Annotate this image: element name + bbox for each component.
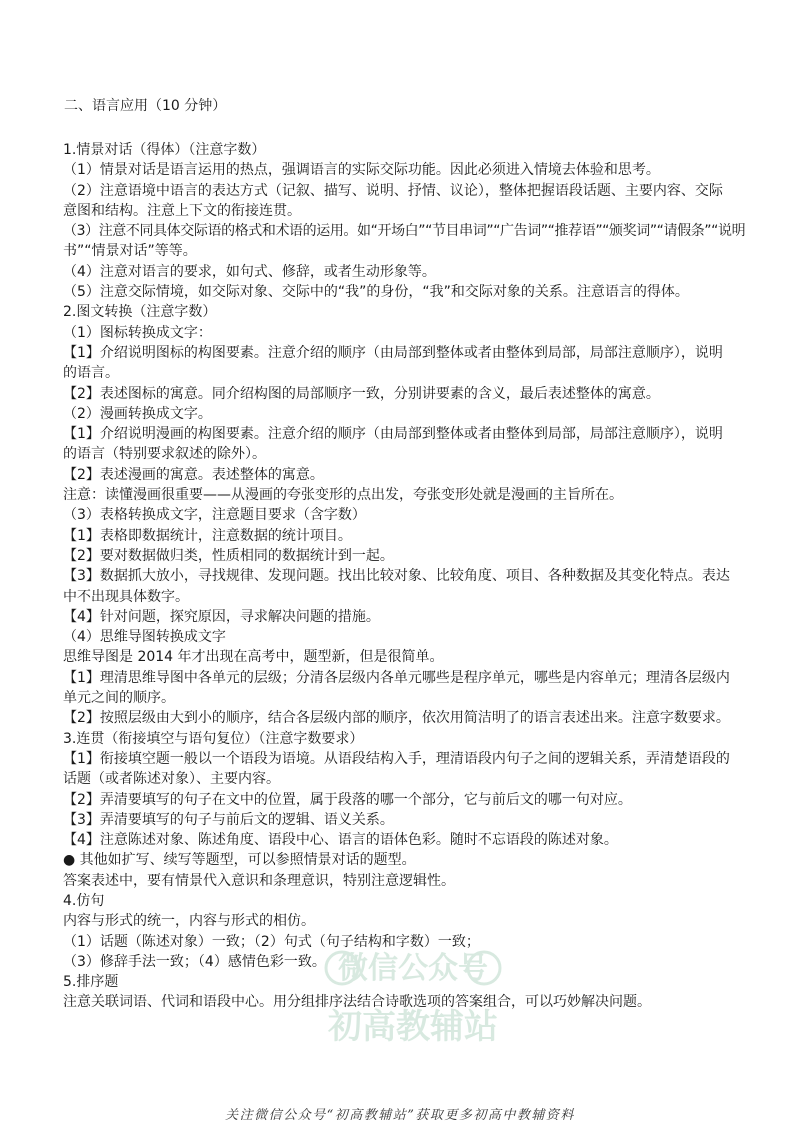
text-line: 【1】介绍说明图标的构图要素。注意介绍的顺序（由局部到整体或者由整体到局部，局部注意顺序），说明: [63, 344, 723, 361]
text-line: （3）表格转换成文字，注意题目要求（含字数）: [63, 507, 366, 524]
text-line: 内容与形式的统一，内容与形式的相仿。: [63, 913, 315, 930]
text-line: 【4】针对问题，探究原因，寻求解决问题的措施。: [63, 608, 380, 625]
text-line: 4.仿句: [63, 892, 105, 909]
page-footer: 关注微信公众号“初高教辅站”获取更多初高中教辅资料: [225, 1108, 575, 1123]
text-line: 注意关联词语、代词和语段中心。用分组排序法结合诗歌选项的答案组合，可以巧妙解决问题。: [63, 994, 651, 1011]
text-line: 答案表述中，要有情景代入意识和条理意识，特别注意逻辑性。: [63, 872, 455, 889]
text-line: 【2】按照层级由大到小的顺序，结合各层级内部的顺序，依次用简洁明了的语言表述出来。注意字数要求。: [63, 710, 730, 727]
text-line: 的语言。: [63, 365, 119, 382]
text-line: 【2】要对数据做归类，性质相同的数据统计到一起。: [63, 547, 394, 564]
text-line: （5）注意交际情境，如交际对象、交际中的“我”的身份，“我”和交际对象的关系。注意语言的得体。: [63, 284, 689, 301]
text-line: 【4】注意陈述对象、陈述角度、语段中心、语言的语体色彩。随时不忘语段的陈述对象。: [63, 832, 618, 849]
text-line: （1）话题（陈述对象）一致；（2）句式（句子结构和字数）一致；: [63, 933, 480, 950]
text-line: （1）情景对话是语言运用的热点，强调语言的实际交际功能。因此必须进入情境去体验和思考。: [63, 162, 660, 179]
text-line: 思维导图是 2014 年才出现在高考中，题型新，但是很简单。: [63, 649, 444, 666]
text-line: 2.图文转换（注意字数）: [63, 304, 217, 321]
text-line: 【3】弄清要填写的句子与前后文的逻辑、语义关系。: [63, 811, 394, 828]
text-line: 书”“情景对话”等等。: [63, 243, 197, 260]
text-line: 中不出现具体数字。: [63, 588, 189, 605]
text-line: 【3】数据抓大放小，寻找规律、发现问题。找出比较对象、比较角度、项目、各种数据及其变化特点。表达: [63, 568, 730, 585]
text-line: 5.排序题: [63, 974, 119, 991]
text-line: （3）修辞手法一致；（4）感情色彩一致。: [63, 953, 326, 970]
text-line: 注意：读懂漫画很重要——从漫画的夸张变形的点出发，夸张变形处就是漫画的主旨所在。: [63, 487, 623, 504]
text-line: 的语言（特别要求叙述的除外）。: [63, 446, 266, 463]
text-line: （4）思维导图转换成文字: [63, 629, 226, 646]
text-line: 意图和结构。注意上下文的衔接连贯。: [63, 202, 301, 219]
text-line: 1.情景对话（得体）（注意字数）: [63, 142, 266, 158]
watermark-line2: 初高教辅站: [328, 1007, 498, 1047]
text-line: 3.连贯（衔接填空与语句复位）（注意字数要求）: [63, 730, 364, 747]
text-line: （3）注意不同具体交际语的格式和术语的运用。如“开场白”“节目串词”“广告词”“推荐语”“颁奖词”“请假条”“说明: [63, 223, 746, 240]
text-line: ● 其他如扩写、续写等题型，可以参照情景对话的题型。: [63, 852, 416, 869]
text-line: 【2】表述漫画的寓意。表述整体的寓意。: [63, 466, 324, 483]
text-line: 【2】表述图标的寓意。同介绍构图的局部顺序一致，分别讲要素的含义，最后表述整体的寓意。: [63, 385, 660, 402]
watermark-line1: 微信公众号: [338, 951, 488, 986]
text-line: （4）注意对语言的要求，如句式、修辞，或者生动形象等。: [63, 263, 436, 280]
text-line: （2）注意语境中语言的表达方式（记叙、描写、说明、抒情、议论），整体把握语段话题、主要内容、交际: [63, 182, 723, 199]
text-line: 【1】表格即数据统计，注意数据的统计项目。: [63, 527, 352, 544]
text-line: 【1】理清思维导图中各单元的层级；分清各层级内各单元哪些是程序单元，哪些是内容单元；理清各层级内: [63, 669, 730, 686]
text-line: 【1】衔接填空题一般以一个语段为语境。从语段结构入手，理清语段内句子之间的逻辑关系，弄清楚语段的: [63, 750, 730, 767]
text-line: 单元之间的顺序。: [63, 690, 175, 707]
text-line: 【1】介绍说明漫画的构图要素。注意介绍的顺序（由局部到整体或者由整体到局部，局部注意顺序），说明: [63, 426, 723, 443]
text-line: （1）图标转换成文字：: [63, 324, 212, 341]
text-line: （2）漫画转换成文字。: [63, 405, 212, 422]
text-line: 话题（或者陈述对象）、主要内容。: [63, 771, 280, 788]
document-body: [63, 140, 746, 1013]
text-line: 【2】弄清要填写的句子在文中的位置，属于段落的哪一个部分，它与前后文的哪一句对应。: [63, 791, 632, 808]
section-heading: 二、语言应用（10 分钟）: [64, 98, 227, 114]
